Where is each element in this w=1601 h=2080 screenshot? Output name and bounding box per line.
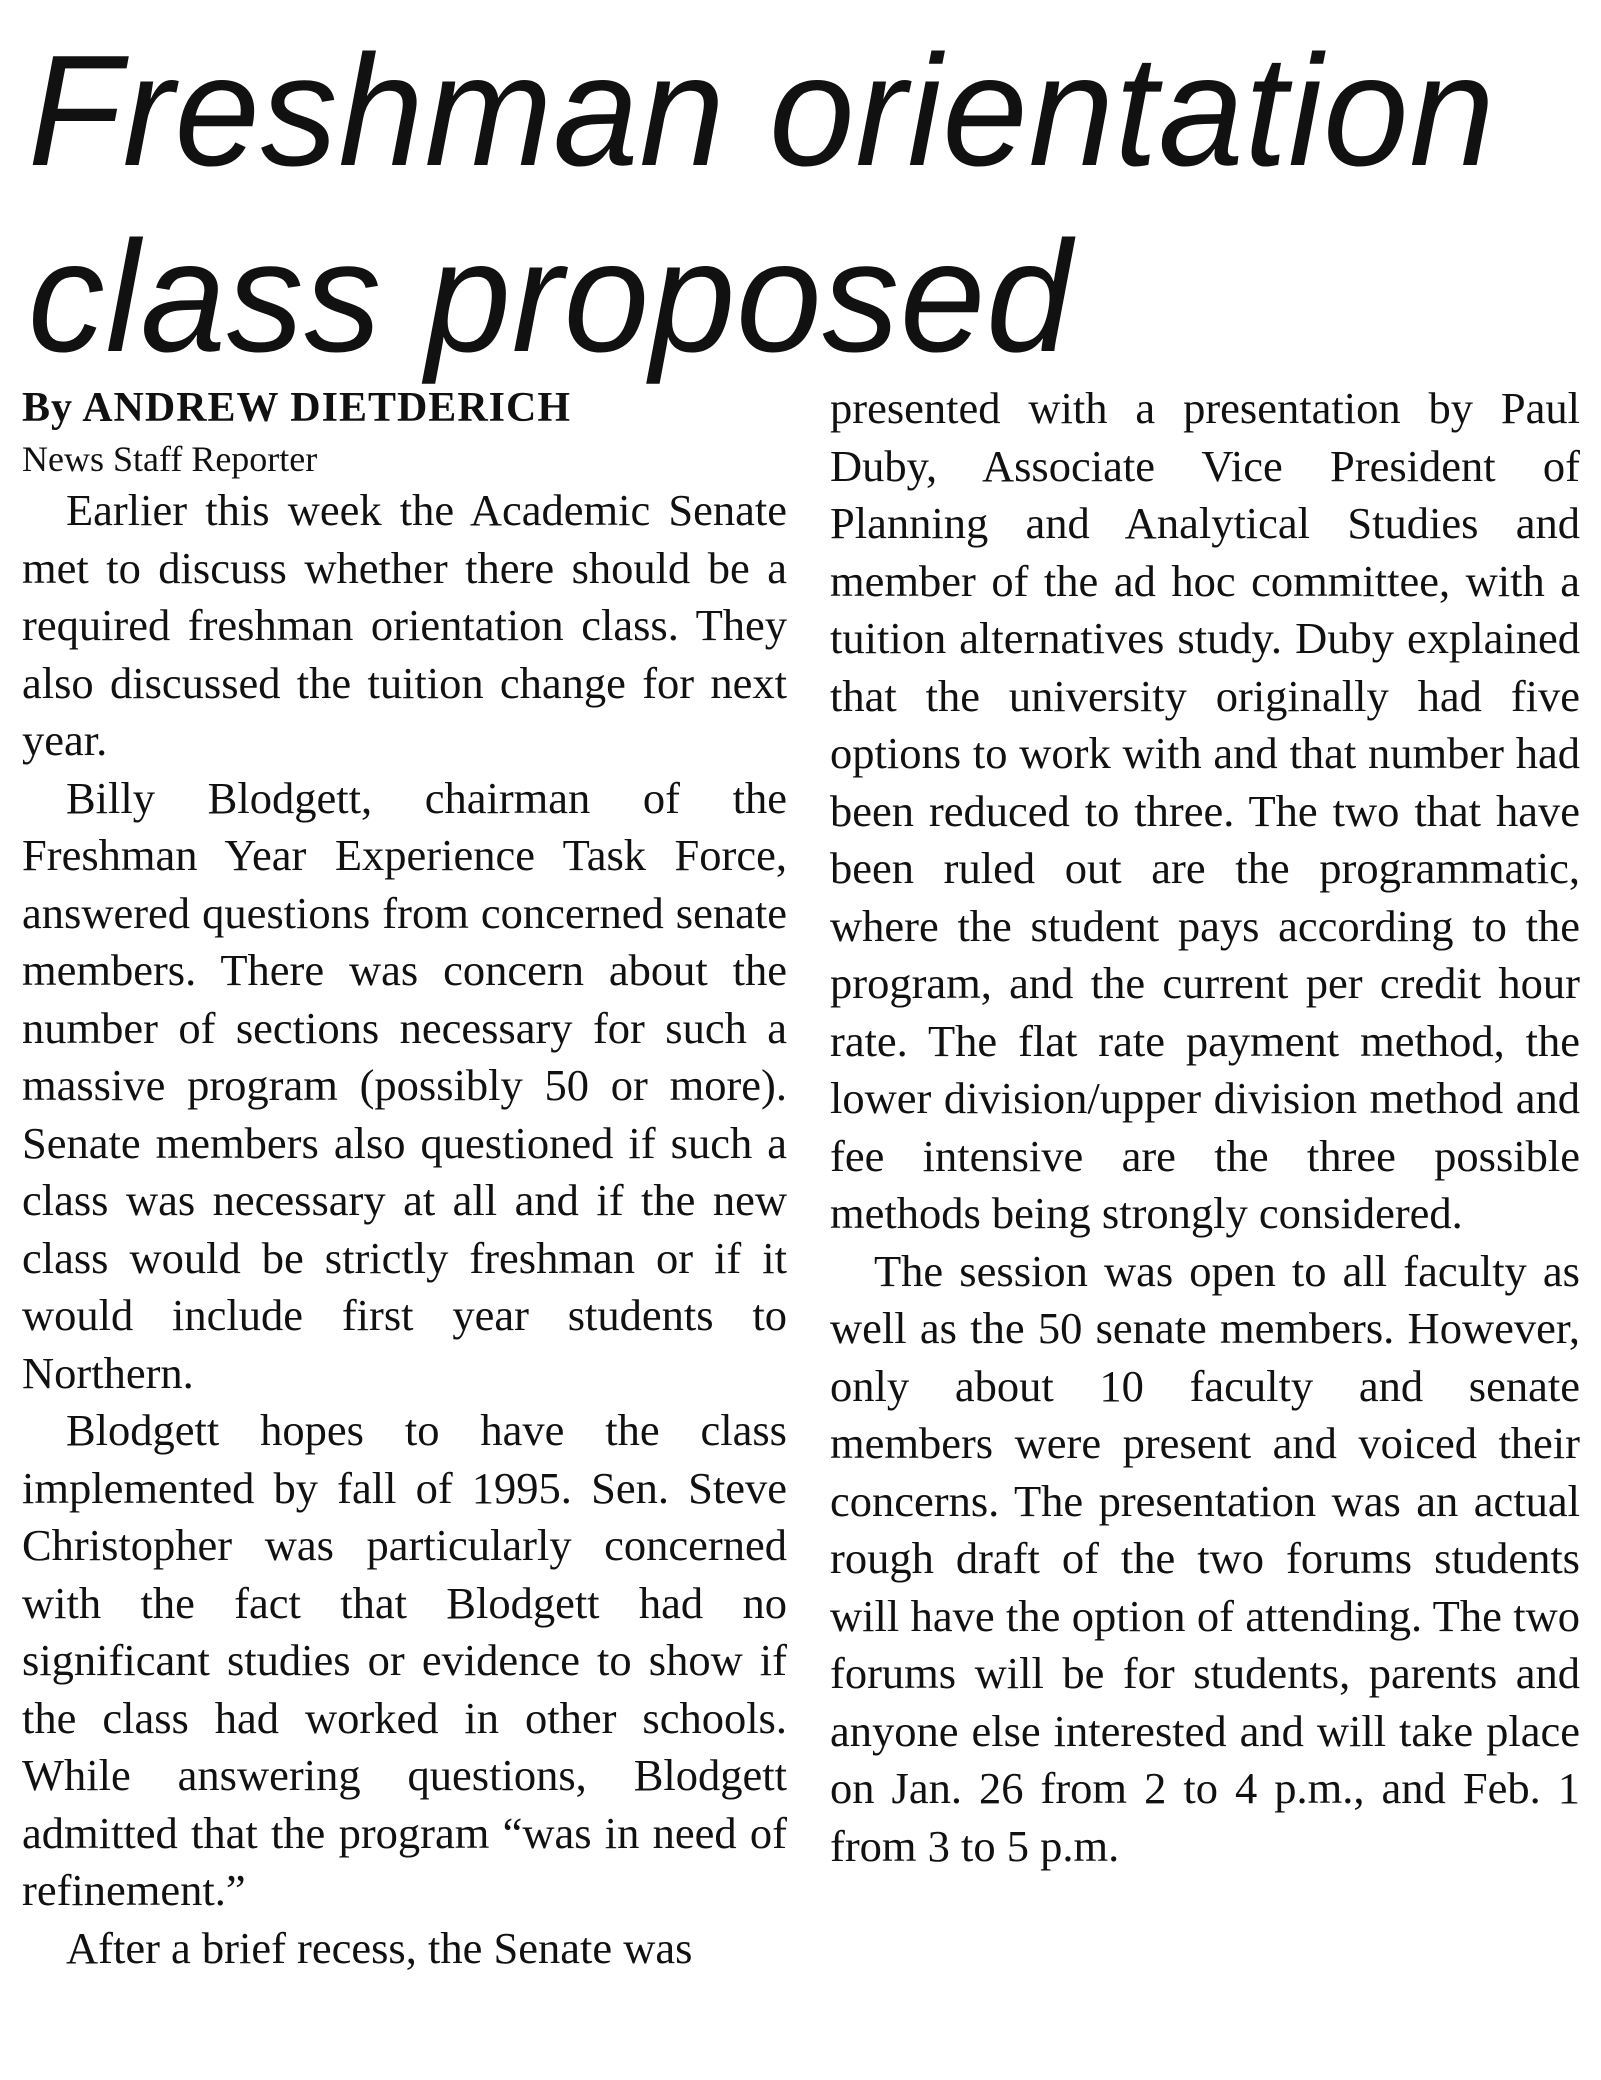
column-right	[830, 380, 1580, 1875]
headline-line-2: class proposed	[28, 209, 1073, 385]
paragraph-1: Earlier this week the Academic Senate met to discuss whether there should be a required freshman orientation class. They also discussed the tuition change for next year.	[22, 485, 787, 765]
article-body	[22, 380, 1582, 2060]
headline	[28, 18, 1532, 390]
headline-line-1: Freshman orientation	[28, 23, 1496, 199]
paragraph-5: The session was open to all faculty as well as the 50 senate members. However, only about 10 faculty and senate members were present and voiced their concerns. The presentation was an actual rough draft of the two forums students will have the option of attending. The two forums will be for students, parents and anyone else interested and will take place on Jan. 26 from 2 to 4 p.m., and Feb. 1 from 3 to 5 p.m.	[830, 1245, 1580, 1871]
paragraph-4-start: After a brief recess, the Senate was	[66, 1922, 693, 1973]
paragraph-3: Blodgett hopes to have the class implemented by fall of 1995. Sen. Steve Christopher was particularly concerned with the fact that Blodgett had no significant studies or evidence to show if the class had worked in other schools. While answering questions, Blodgett admitted that the program “was in need of refinement.”	[22, 1405, 787, 1915]
byline: By ANDREW DIETDERICH	[22, 385, 571, 431]
paragraph-2: Billy Blodgett, chairman of the Freshman Year Experience Task Force, answered questions from concerned senate members. There was concern about the number of sections necessary for such a massive program (possibly 50 or more). Senate members also questioned if such a class was necessary at all and if the new class would be strictly freshman or if it would include first year students to Northern.	[22, 772, 787, 1398]
paragraph-4-continued: presented with a presentation by Paul Duby, Associate Vice President of Planning and Analytical Studies and member of the ad hoc committee, with a tuition alternatives study. Duby explained that the university originally had five options to work with and that number had been reduced to three. The two that have been ruled out are the programmatic, where the student pays according to the program, and the current per credit hour rate. The flat rate payment method, the lower division/upper division method and fee intensive are the three possible methods being strongly considered.	[830, 383, 1580, 1238]
column-left	[22, 380, 787, 1977]
byline-role: News Staff Reporter	[22, 439, 318, 479]
